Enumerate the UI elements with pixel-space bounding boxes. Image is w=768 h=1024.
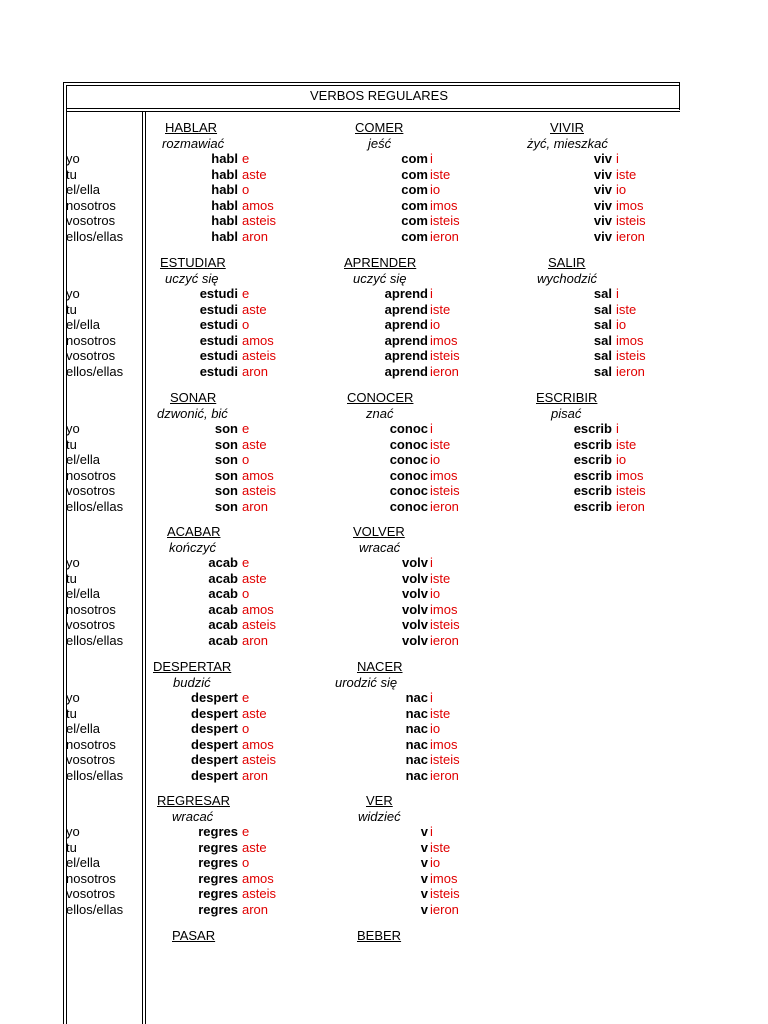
verb-stem: conoc bbox=[389, 421, 428, 436]
verb-stem: volv bbox=[401, 632, 428, 648]
verb-ending: iste bbox=[430, 301, 451, 317]
verb-ending: io bbox=[430, 586, 441, 601]
verb-stem: son bbox=[214, 498, 238, 514]
verb-stem: v bbox=[420, 870, 428, 886]
verb-ending: asteis bbox=[242, 348, 276, 363]
page-title: VERBOS REGULARES bbox=[310, 88, 448, 103]
verb-name: SALIR bbox=[548, 255, 586, 270]
verb-stem: aprend bbox=[384, 332, 428, 348]
verb-ending: i bbox=[430, 824, 433, 839]
verb-stem: volv bbox=[401, 586, 428, 601]
verb-ending: aste bbox=[242, 705, 267, 721]
frame-left-outer bbox=[63, 82, 64, 1024]
verb-stem: habl bbox=[211, 197, 238, 213]
pronoun-label: yo bbox=[66, 421, 80, 436]
verb-ending: io bbox=[430, 855, 441, 870]
verb-stem: v bbox=[420, 901, 428, 917]
verb-stem: aprend bbox=[384, 317, 428, 332]
verb-ending: i bbox=[430, 690, 433, 705]
pronoun-label: nosotros bbox=[66, 332, 116, 348]
verb-ending: i bbox=[616, 286, 619, 301]
pronoun-label: ellos/ellas bbox=[66, 632, 124, 648]
verb-stem: v bbox=[420, 824, 428, 839]
pronoun-label: vosotros bbox=[66, 752, 116, 767]
verb-ending: imos bbox=[430, 870, 458, 886]
frame-top-inner bbox=[66, 85, 680, 86]
verb-ending: asteis bbox=[242, 483, 276, 498]
verb-ending: amos bbox=[242, 467, 274, 483]
pronoun-label: vosotros bbox=[66, 617, 116, 632]
verb-ending: aron bbox=[242, 767, 269, 783]
verb-stem: despert bbox=[191, 705, 238, 721]
verb-ending: io bbox=[616, 452, 627, 467]
verb-translation: budzić bbox=[173, 675, 211, 690]
verb-stem: regres bbox=[198, 824, 238, 839]
verb-ending: o bbox=[242, 721, 250, 736]
verb-ending: isteis bbox=[616, 483, 646, 498]
verb-stem: escrib bbox=[573, 452, 612, 467]
verb-name: ESTUDIAR bbox=[160, 255, 226, 270]
verb-ending: asteis bbox=[242, 617, 276, 632]
verb-stem: viv bbox=[593, 213, 612, 228]
verb-ending: io bbox=[430, 721, 441, 736]
verb-ending: amos bbox=[242, 870, 274, 886]
verb-name: CONOCER bbox=[347, 390, 414, 405]
verb-ending: io bbox=[616, 182, 627, 197]
verb-translation: dzwonić, bić bbox=[157, 406, 228, 421]
verb-ending: e bbox=[242, 421, 250, 436]
verb-translation: jeść bbox=[368, 136, 392, 151]
verb-stem: despert bbox=[191, 721, 238, 736]
verb-ending: ieron bbox=[616, 363, 645, 379]
verb-ending: ieron bbox=[430, 363, 459, 379]
verb-name: ESCRIBIR bbox=[536, 390, 598, 405]
pronoun-label: yo bbox=[66, 555, 80, 570]
verb-stem: nac bbox=[405, 721, 428, 736]
verb-stem: sal bbox=[593, 301, 612, 317]
verb-stem: habl bbox=[211, 213, 238, 228]
column-rule-2 bbox=[145, 111, 146, 1024]
verb-translation: urodzić się bbox=[335, 675, 398, 690]
verb-stem: nac bbox=[405, 705, 428, 721]
verb-ending: imos bbox=[430, 467, 458, 483]
verb-ending: ieron bbox=[430, 228, 459, 244]
verb-ending: i bbox=[430, 286, 433, 301]
verb-name: VOLVER bbox=[353, 524, 405, 539]
verb-stem: sal bbox=[593, 332, 612, 348]
verb-stem: nac bbox=[405, 690, 428, 705]
verb-translation: wracać bbox=[172, 809, 214, 824]
pronoun-label: tu bbox=[66, 436, 77, 452]
verb-ending: io bbox=[430, 182, 441, 197]
verb-stem: volv bbox=[401, 601, 428, 617]
verb-ending: aste bbox=[242, 436, 267, 452]
pronoun-label: el/ella bbox=[66, 182, 100, 197]
verb-stem: regres bbox=[198, 901, 238, 917]
verb-ending: ieron bbox=[430, 632, 459, 648]
verb-translation: żyć, mieszkać bbox=[527, 136, 608, 151]
verb-stem: nac bbox=[405, 752, 428, 767]
verb-stem: son bbox=[214, 452, 238, 467]
pronoun-label: nosotros bbox=[66, 601, 116, 617]
verb-stem: nac bbox=[405, 767, 428, 783]
verb-stem: habl bbox=[211, 166, 238, 182]
verb-ending: imos bbox=[430, 332, 458, 348]
verb-ending: aron bbox=[242, 228, 269, 244]
verb-stem: estudi bbox=[199, 348, 238, 363]
verb-stem: volv bbox=[401, 617, 428, 632]
verb-ending: o bbox=[242, 586, 250, 601]
verb-translation: wychodzić bbox=[537, 271, 597, 286]
verb-stem: v bbox=[420, 839, 428, 855]
verb-ending: ieron bbox=[430, 901, 459, 917]
verb-ending: imos bbox=[616, 332, 644, 348]
verb-stem: escrib bbox=[573, 483, 612, 498]
verb-ending: asteis bbox=[242, 213, 276, 228]
verb-ending: e bbox=[242, 824, 250, 839]
verb-stem: com bbox=[401, 166, 428, 182]
pronoun-label: tu bbox=[66, 705, 77, 721]
verb-stem: conoc bbox=[389, 498, 428, 514]
verb-ending: o bbox=[242, 452, 250, 467]
verb-ending: i bbox=[430, 555, 433, 570]
pronoun-label: ellos/ellas bbox=[66, 901, 124, 917]
verb-stem: regres bbox=[198, 839, 238, 855]
verb-stem: sal bbox=[593, 286, 612, 301]
verb-translation: uczyć się bbox=[165, 271, 219, 286]
verb-stem: volv bbox=[401, 555, 428, 570]
verb-ending: aste bbox=[242, 166, 267, 182]
verb-ending: aron bbox=[242, 363, 269, 379]
pronoun-label: vosotros bbox=[66, 213, 116, 228]
pronoun-label: vosotros bbox=[66, 483, 116, 498]
verb-ending: amos bbox=[242, 601, 274, 617]
verb-stem: aprend bbox=[384, 286, 428, 301]
verb-ending: imos bbox=[430, 601, 458, 617]
pronoun-label: tu bbox=[66, 166, 77, 182]
verb-ending: aste bbox=[242, 570, 267, 586]
verb-stem: habl bbox=[211, 151, 238, 166]
verb-ending: ieron bbox=[616, 498, 645, 514]
verb-ending: asteis bbox=[242, 752, 276, 767]
pronoun-label: el/ella bbox=[66, 855, 100, 870]
verb-stem: conoc bbox=[389, 467, 428, 483]
verb-stem: habl bbox=[211, 182, 238, 197]
frame-right bbox=[679, 82, 680, 110]
verb-name: COMER bbox=[355, 120, 404, 135]
verb-ending: iste bbox=[430, 436, 451, 452]
title-rule-2 bbox=[66, 111, 680, 112]
title-rule-1 bbox=[66, 108, 680, 109]
verb-ending: ieron bbox=[430, 498, 459, 514]
verb-ending: isteis bbox=[616, 348, 646, 363]
verb-stem: conoc bbox=[389, 452, 428, 467]
verb-ending: isteis bbox=[430, 348, 460, 363]
verb-stem: son bbox=[214, 436, 238, 452]
verb-stem: sal bbox=[593, 363, 612, 379]
verb-ending: aron bbox=[242, 498, 269, 514]
verb-ending: aste bbox=[242, 301, 267, 317]
verb-stem: escrib bbox=[573, 436, 612, 452]
pronoun-label: el/ella bbox=[66, 721, 100, 736]
verb-ending: isteis bbox=[430, 752, 460, 767]
pronoun-label: vosotros bbox=[66, 348, 116, 363]
verb-stem: son bbox=[214, 421, 238, 436]
verb-ending: e bbox=[242, 555, 250, 570]
verb-ending: iste bbox=[616, 436, 637, 452]
verb-ending: iste bbox=[430, 839, 451, 855]
verb-ending: asteis bbox=[242, 886, 276, 901]
verb-name: HABLAR bbox=[165, 120, 218, 135]
verb-ending: aste bbox=[242, 839, 267, 855]
pronoun-label: ellos/ellas bbox=[66, 498, 124, 514]
verb-stem: com bbox=[401, 228, 428, 244]
verb-ending: imos bbox=[616, 467, 644, 483]
verb-name: ACABAR bbox=[167, 524, 221, 539]
verb-stem: escrib bbox=[573, 467, 612, 483]
verb-ending: ieron bbox=[430, 767, 459, 783]
verb-name: VIVIR bbox=[550, 120, 584, 135]
pronoun-label: nosotros bbox=[66, 736, 116, 752]
verb-stem: estudi bbox=[199, 301, 238, 317]
verb-translation: widzieć bbox=[358, 809, 401, 824]
verb-name: DESPERTAR bbox=[153, 659, 232, 674]
verb-stem: sal bbox=[593, 348, 612, 363]
verb-stem: son bbox=[214, 483, 238, 498]
verb-stem: estudi bbox=[199, 332, 238, 348]
verb-ending: imos bbox=[430, 197, 458, 213]
verb-ending: o bbox=[242, 182, 250, 197]
verb-ending: amos bbox=[242, 736, 274, 752]
pronoun-label: yo bbox=[66, 151, 80, 166]
verb-name: REGRESAR bbox=[157, 793, 230, 808]
verb-ending: iste bbox=[430, 705, 451, 721]
verb-stem: estudi bbox=[199, 317, 238, 332]
verb-ending: io bbox=[430, 452, 441, 467]
verb-translation: rozmawiać bbox=[162, 136, 225, 151]
verb-translation: kończyć bbox=[169, 540, 216, 555]
verb-stem: v bbox=[420, 886, 428, 901]
verb-name: SONAR bbox=[170, 390, 217, 405]
verb-stem: conoc bbox=[389, 483, 428, 498]
verb-ending: ieron bbox=[616, 228, 645, 244]
verb-ending: isteis bbox=[616, 213, 646, 228]
verb-name: APRENDER bbox=[344, 255, 417, 270]
verb-translation: pisać bbox=[551, 406, 582, 421]
verb-translation: uczyć się bbox=[353, 271, 407, 286]
verb-name: VER bbox=[366, 793, 393, 808]
verb-ending: iste bbox=[616, 166, 637, 182]
verb-stem: viv bbox=[593, 228, 612, 244]
verb-ending: o bbox=[242, 317, 250, 332]
verb-translation: wracać bbox=[359, 540, 401, 555]
verb-stem: aprend bbox=[384, 348, 428, 363]
verb-ending: i bbox=[616, 151, 619, 166]
verb-ending: isteis bbox=[430, 213, 460, 228]
verb-ending: isteis bbox=[430, 483, 460, 498]
verb-ending: e bbox=[242, 151, 250, 166]
verb-ending: iste bbox=[616, 301, 637, 317]
verb-ending: e bbox=[242, 286, 250, 301]
verb-ending: isteis bbox=[430, 886, 460, 901]
verb-stem: viv bbox=[593, 182, 612, 197]
verb-stem: nac bbox=[405, 736, 428, 752]
verb-name: PASAR bbox=[172, 928, 216, 943]
frame-top-outer bbox=[63, 82, 680, 83]
pronoun-label: ellos/ellas bbox=[66, 767, 124, 783]
verb-stem: com bbox=[401, 197, 428, 213]
verb-stem: conoc bbox=[389, 436, 428, 452]
verb-stem: acab bbox=[208, 601, 238, 617]
verb-ending: iste bbox=[430, 570, 451, 586]
verb-ending: imos bbox=[430, 736, 458, 752]
verb-ending: isteis bbox=[430, 617, 460, 632]
verb-stem: despert bbox=[191, 736, 238, 752]
verb-stem: habl bbox=[211, 228, 238, 244]
verb-stem: acab bbox=[208, 617, 238, 632]
verb-ending: io bbox=[430, 317, 441, 332]
pronoun-label: ellos/ellas bbox=[66, 363, 124, 379]
verb-stem: com bbox=[401, 182, 428, 197]
verb-ending: amos bbox=[242, 332, 274, 348]
pronoun-label: el/ella bbox=[66, 452, 100, 467]
pronoun-label: el/ella bbox=[66, 586, 100, 601]
verb-translation: znać bbox=[366, 406, 394, 421]
pronoun-label: yo bbox=[66, 690, 80, 705]
pronoun-label: tu bbox=[66, 301, 77, 317]
verb-name: NACER bbox=[357, 659, 403, 674]
pronoun-label: yo bbox=[66, 824, 80, 839]
pronoun-label: ellos/ellas bbox=[66, 228, 124, 244]
verb-ending: amos bbox=[242, 197, 274, 213]
verb-stem: viv bbox=[593, 197, 612, 213]
verb-stem: son bbox=[214, 467, 238, 483]
verb-stem: estudi bbox=[199, 363, 238, 379]
pronoun-label: nosotros bbox=[66, 467, 116, 483]
verb-ending: aron bbox=[242, 632, 269, 648]
verb-ending: i bbox=[430, 151, 433, 166]
verb-stem: despert bbox=[191, 690, 238, 705]
verb-stem: viv bbox=[593, 166, 612, 182]
pronoun-label: tu bbox=[66, 570, 77, 586]
pronoun-label: nosotros bbox=[66, 870, 116, 886]
verb-stem: acab bbox=[208, 555, 238, 570]
verb-ending: io bbox=[616, 317, 627, 332]
pronoun-label: yo bbox=[66, 286, 80, 301]
pronoun-label: el/ella bbox=[66, 317, 100, 332]
verb-ending: aron bbox=[242, 901, 269, 917]
verb-stem: com bbox=[401, 151, 428, 166]
verb-stem: escrib bbox=[573, 498, 612, 514]
verb-stem: despert bbox=[191, 767, 238, 783]
verb-ending: i bbox=[616, 421, 619, 436]
verb-stem: aprend bbox=[384, 363, 428, 379]
verb-stem: escrib bbox=[573, 421, 612, 436]
verb-stem: acab bbox=[208, 570, 238, 586]
verb-ending: o bbox=[242, 855, 250, 870]
verb-stem: viv bbox=[593, 151, 612, 166]
verb-stem: acab bbox=[208, 632, 238, 648]
pronoun-label: nosotros bbox=[66, 197, 116, 213]
column-rule-1 bbox=[142, 111, 143, 1024]
verb-ending: e bbox=[242, 690, 250, 705]
verb-ending: i bbox=[430, 421, 433, 436]
verb-stem: acab bbox=[208, 586, 238, 601]
verb-stem: despert bbox=[191, 752, 238, 767]
verb-stem: v bbox=[420, 855, 428, 870]
verb-stem: com bbox=[401, 213, 428, 228]
verb-stem: aprend bbox=[384, 301, 428, 317]
verb-stem: volv bbox=[401, 570, 428, 586]
verb-stem: regres bbox=[198, 870, 238, 886]
pronoun-label: tu bbox=[66, 839, 77, 855]
verb-stem: regres bbox=[198, 855, 238, 870]
verb-name: BEBER bbox=[357, 928, 402, 943]
verb-stem: estudi bbox=[199, 286, 238, 301]
verb-ending: iste bbox=[430, 166, 451, 182]
verb-ending: imos bbox=[616, 197, 644, 213]
verb-stem: sal bbox=[593, 317, 612, 332]
pronoun-label: vosotros bbox=[66, 886, 116, 901]
verb-stem: regres bbox=[198, 886, 238, 901]
